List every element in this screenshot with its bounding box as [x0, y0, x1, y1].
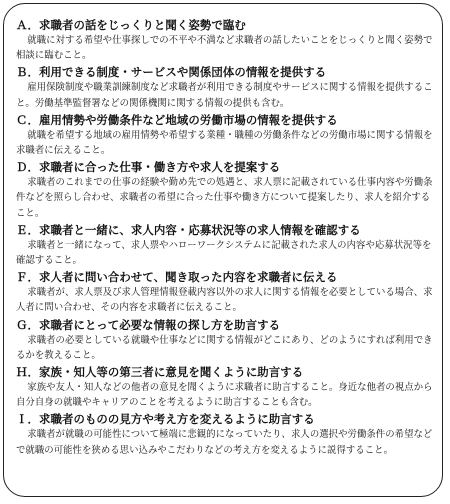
section-heading: Ａ．求職者の話をじっくりと聞く姿勢で臨む: [16, 18, 246, 32]
section-text: 雇用保険制度や職業訓練制度など求職者が利用できる制度やサービスに関する情報を提供すること。労働基準監督署などの関係機関に関する情報の提供も含む。: [16, 82, 433, 109]
section-text: 求職者が、求人票及び求人管理情報登載内容以外の求人に関する情報を必要としている場合、求人者に問い合わせ、その内容を求職者に伝えること。: [16, 287, 433, 314]
section-f: [16, 269, 438, 315]
section-heading: Ｃ．雇用情勢や労働条件など地域の労働市場の情報を提供する: [16, 112, 338, 127]
section-text: 就職を希望する地域の雇用情勢や希望する業種・職種の労働条件などの労働市場に関する情報を求職者に伝えること。: [16, 129, 433, 157]
section-c: [16, 112, 438, 158]
section-e: [16, 222, 438, 268]
section-heading: Ｂ．利用できる制度・サービスや関係団体の情報を提供する: [16, 65, 327, 80]
section-heading: Ｈ．家族・知人等の第三者に意見を聞くように助言する: [16, 365, 304, 380]
section-text: 求職者が就職の可能性について極端に悲観的になっていたり、求人の選択や労働条件の希望などで就職の可能性を狭める思い込みやこだわりなどの考え方を変えるように説得すること。: [16, 429, 433, 456]
section-heading: Ｅ．求職者と一緒に、求人内容・応募状況等の求人情報を確認する: [16, 222, 361, 237]
section-text: 求職者のこれまでの仕事の経験や勤め先での処遇と、求人票に記載されている仕事内容や労働条件などを照らし合わせ、求職者の希望に合った仕事や働き方について提案したり、求人を紹介すること。: [16, 177, 433, 219]
section-heading: Ｉ．求職者のものの見方や考え方を変えるように助言する: [16, 412, 315, 427]
section-text: 求職者と一緒になって、求人票やハローワークシステムに記載された求人の内容や応募状況等を確認すること。: [16, 239, 432, 267]
section-text: 就職に対する希望や仕事探しでの不平や不満など求職者の話したいことをじっくりと聞く姿勢で相談に臨むこと。: [16, 35, 433, 62]
section-heading: Ｄ．求職者に合った仕事・働き方や求人を提案する: [16, 160, 281, 175]
section-d: [16, 159, 438, 221]
section-text: 家族や友人・知人などの他者の意見を聞くように求職者に助言すること。身近な他者の視点から自分自身の就職やキャリアのことを考えるように助言することも含む。: [16, 382, 433, 409]
section-h: [16, 364, 438, 410]
section-g: [16, 317, 438, 363]
section-heading: Ｇ．求職者にとって必要な情報の探し方を助言する: [16, 317, 281, 332]
section-b: [16, 64, 438, 110]
document-body: [16, 17, 438, 459]
section-a: [16, 17, 438, 63]
section-i: [16, 411, 438, 457]
section-text: 求職者の必要としている就職や仕事などに関する情報がどこにあり、どのようにすれば利用できるかを教えること。: [16, 334, 433, 361]
section-heading: Ｆ．求人者に問い合わせて、聞き取った内容を求職者に伝える: [16, 270, 338, 285]
